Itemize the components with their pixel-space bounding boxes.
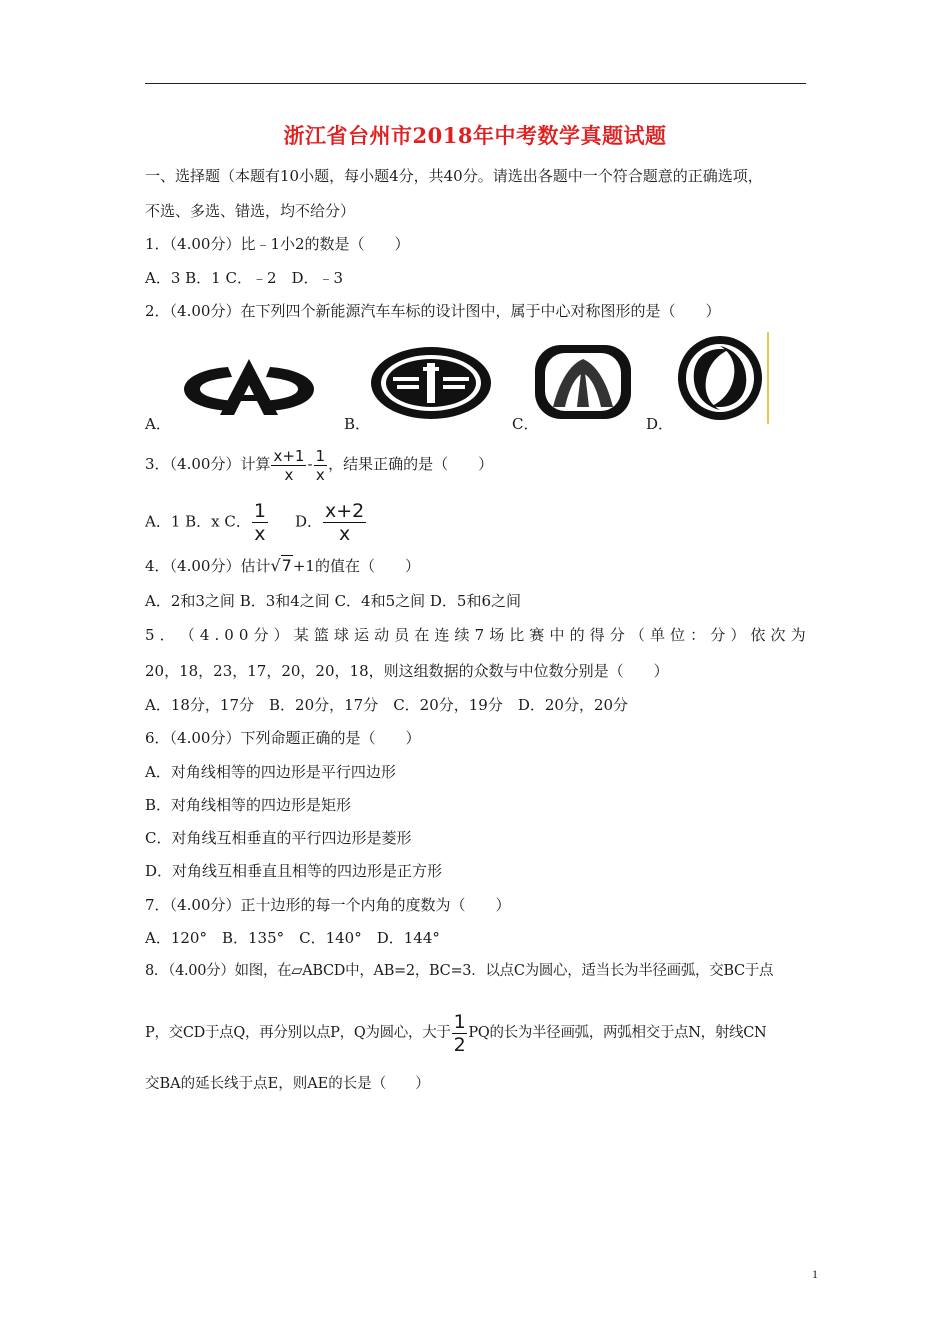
q4-stem [145,556,420,576]
q8-line3: 交BA的延长线于点E，则AE的长是（ ） [145,1076,430,1092]
q5-line1-char: 的 [569,626,585,644]
q5-line1-char: 动 [374,626,390,644]
page-title: 浙江省台州市2018年中考数学真题试题 [283,123,667,148]
header-rule [145,83,806,84]
q5-line1-char: 连 [434,626,450,644]
q3-optc-den: x [254,523,266,545]
q5-line1-char: （ [179,626,195,644]
q5-line1-char: 赛 [529,626,545,644]
q5-line1-char: 位 [670,626,686,644]
q5-line1-char: 分 [609,626,625,644]
q3-minus: - [307,455,313,473]
q2-option-c: C． [512,415,539,433]
q6-option-b: B．对角线相等的四边形是矩形 [145,796,352,814]
q5-line1-char: 5 [145,626,155,644]
q3-opt-d: D． [294,512,322,531]
q6-stem: 6．（4.00分）下列命题正确的是（ ） [145,729,421,747]
q5-line1-char: ： [690,626,706,644]
q3-stem [145,444,493,484]
section-heading-line1: 一、选择题（本题有10小题，每小题4分，共40分。请选出各题中一个符合题意的正确选项， [145,167,763,185]
q5-line1-char: 场 [489,626,505,644]
logo-d-icon [676,332,772,424]
q1-options: A．3 B．1 C．﹣2 D．﹣3 [145,269,344,287]
section-heading-line2: 不选、多选、错选，均不给分） [145,202,356,220]
q5-line1-char: 0 [238,626,249,644]
q3-options [145,500,367,545]
q7-options: A．120° B．135° C．140° D．144° [145,929,440,947]
q5-line1-char: ） [273,626,289,644]
q5-line1-char: 比 [509,626,525,644]
q3-optc-num: 1 [253,500,266,522]
q3-f2-num: 1 [315,446,326,465]
q5-line1-char: ． [159,626,175,644]
q5-line1-char: 0 [224,626,234,644]
q5-line1-char: 中 [549,626,565,644]
q5-line1-char: 为 [790,626,806,644]
q3-fraction-2 [314,447,328,484]
q5-line1 [145,625,806,645]
q3-f1-den: x [284,465,294,484]
q5-line1-char: 7 [474,626,485,644]
q8-line1: 8．（4.00分）如图，在▱ABCD中，AB=2，BC=3．以点C为圆心，适当长为半径画弧，交BC于点 [145,963,774,979]
q2-option-d: D． [646,415,674,433]
q5-line1-char: 运 [354,626,370,644]
logo-c-icon [533,343,633,421]
q5-line2: 20，18，23，17，20，20，18，则这组数据的众数与中位数分别是（ ） [145,662,669,680]
q3-f2-den: x [315,465,325,484]
q3-optc-fraction [252,500,268,545]
q5-line1-char: 分 [710,626,726,644]
q5-line1-char: 续 [454,626,470,644]
q5-line1-char: 得 [589,626,605,644]
logo-a-icon [178,355,320,419]
q3-optd-fraction [323,500,366,545]
q6-option-d: D．对角线互相垂直且相等的四边形是正方形 [145,862,443,880]
q5-line1-char: 次 [770,626,786,644]
q5-line1-char: 在 [414,626,430,644]
q3-f1-num: x+1 [273,446,305,465]
q6-option-a: A．对角线相等的四边形是平行四边形 [145,763,396,781]
q5-line1-char: 篮 [313,626,329,644]
q5-line1-char: （ [629,626,645,644]
q5-line1-char: ） [730,626,746,644]
q8-half-num: 1 [453,1010,466,1033]
page-number: 1 [812,1267,818,1281]
q6-option-c: C．对角线互相垂直的平行四边形是菱形 [145,829,412,847]
q2-stem: 2．（4.00分）在下列四个新能源汽车车标的设计图中，属于中心对称图形的是（ ） [145,302,721,320]
q4-radicand: 7 [281,556,292,575]
q3-optd-den: x [339,523,351,545]
q4-suffix: +1的值在（ ） [292,557,420,575]
q5-line1-char: 依 [750,626,766,644]
q5-line1-char: . [214,626,220,644]
q5-line1-char: 某 [293,626,309,644]
q3-prefix: 3．（4.00分）计算 [145,455,271,473]
q3-suffix: ，结果正确的是（ ） [328,455,494,473]
q8-line2 [145,1010,766,1056]
q7-stem: 7．（4.00分）正十边形的每一个内角的度数为（ ） [145,896,511,914]
q5-line1-char: 球 [333,626,349,644]
q8-line2-a: P，交CD于点Q，再分别以点P，Q为圆心，大于 [145,1025,451,1041]
q3-optd-num: x+2 [325,500,365,522]
q2-option-b: B． [344,415,371,433]
q5-line1-char: 分 [253,626,269,644]
q5-line1-char: 单 [649,626,665,644]
q5-line1-char: 4 [199,626,210,644]
q8-line2-b: PQ的长为半径画弧，两弧相交于点N，射线CN [468,1025,767,1041]
logo-b-icon [369,345,493,421]
q5-options: A．18分，17分 B．20分，17分 C．20分，19分 D．20分，20分 [145,696,629,714]
q4-prefix: 4．（4.00分）估计 [145,557,271,575]
q1-stem: 1．（4.00分）比﹣1小2的数是（ ） [145,235,410,253]
q4-sqrt: √7 [270,556,292,575]
q8-half-den: 2 [453,1033,466,1056]
q8-half-fraction [452,1011,468,1056]
q4-options: A．2和3之间 B．3和4之间 C．4和5之间 D．5和6之间 [145,592,522,610]
q3-fraction-1 [271,447,306,484]
q3-opt-ab: A．1 B．x C． [145,512,251,531]
q2-option-a: A． [145,415,171,433]
q5-line1-char: 员 [394,626,410,644]
